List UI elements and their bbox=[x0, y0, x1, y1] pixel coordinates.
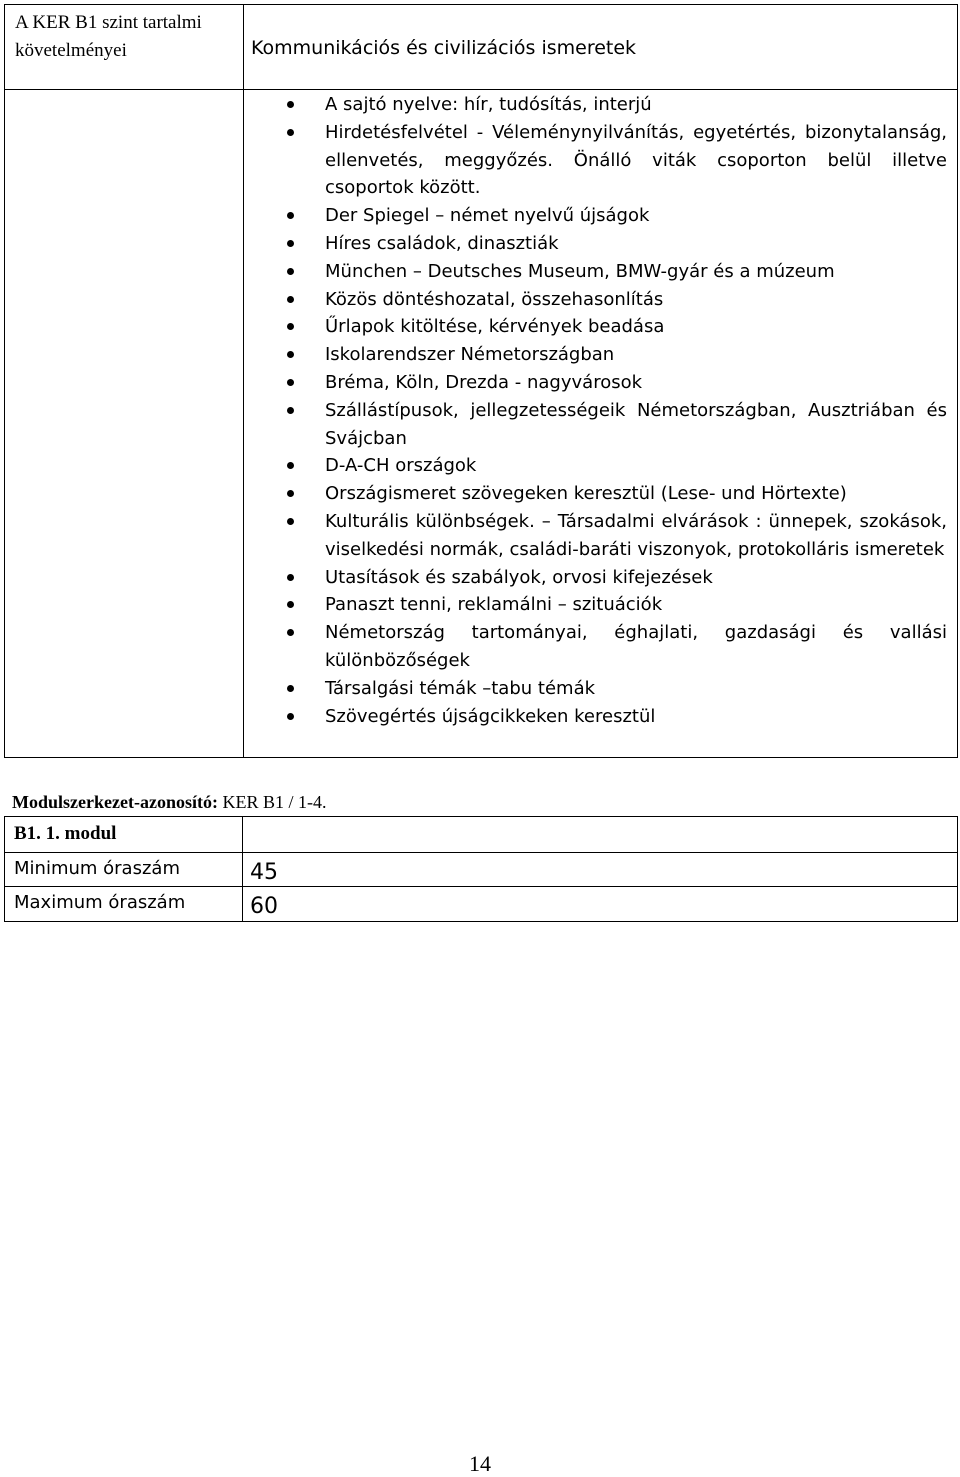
topic-item-text: Társalgási témák –tabu témák bbox=[325, 677, 596, 699]
bullet-icon bbox=[287, 574, 294, 581]
module-id-value: KER B1 / 1-4. bbox=[222, 792, 327, 812]
topic-item bbox=[287, 564, 947, 592]
bullet-icon bbox=[287, 212, 294, 219]
topic-item-text: Hirdetésfelvétel - Véleménynyilvánítás, egyetértés, bizonytalanság, ellenvetés, meggyőzés. Önálló viták csoporton belül illetve csoportok között. bbox=[325, 121, 947, 199]
bullet-icon bbox=[287, 713, 294, 720]
topic-item-text: Der Spiegel – német nyelvű újságok bbox=[325, 205, 650, 227]
module-hours-table bbox=[4, 816, 958, 922]
bullet-icon bbox=[287, 685, 294, 692]
topic-item bbox=[287, 258, 947, 286]
bullet-icon bbox=[287, 323, 294, 330]
table-row-divider bbox=[5, 89, 957, 90]
bullet-icon bbox=[287, 518, 294, 525]
topic-item-text: Utasítások és szabályok, orvosi kifejezések bbox=[325, 566, 713, 588]
max-hours-value: 60 bbox=[250, 894, 278, 919]
page-number: 14 bbox=[469, 1451, 491, 1476]
topic-item-text: Panaszt tenni, reklamálni – szituációk bbox=[325, 594, 663, 616]
topic-item-text: A sajtó nyelve: hír, tudósítás, interjú bbox=[325, 94, 652, 115]
topic-item bbox=[287, 202, 947, 230]
topic-item bbox=[287, 341, 947, 369]
topic-item-text: Németország tartományai, éghajlati, gazdasági és vallási különbözőségek bbox=[325, 622, 947, 671]
topic-item-text: Bréma, Köln, Drezda - nagyvárosok bbox=[325, 371, 643, 393]
bullet-icon bbox=[287, 101, 294, 108]
bullet-icon bbox=[287, 240, 294, 247]
topic-item bbox=[287, 119, 947, 202]
topic-item bbox=[287, 703, 947, 731]
topic-item bbox=[287, 230, 947, 258]
topic-item-text: Közös döntéshozatal, összehasonlítás bbox=[325, 288, 664, 310]
section-title: Kommunikációs és civilizációs ismeretek bbox=[251, 37, 637, 59]
topic-item bbox=[287, 91, 947, 119]
content-table bbox=[4, 4, 958, 758]
topic-item-text: Szállástípusok, jellegzetességeik Németországban, Ausztriában és Svájcban bbox=[325, 399, 947, 449]
requirements-header: A KER B1 szint tartalmi követelményei bbox=[15, 12, 202, 61]
topic-item bbox=[287, 286, 947, 314]
bullet-icon bbox=[287, 129, 294, 136]
bullet-icon bbox=[287, 462, 294, 469]
topic-item bbox=[287, 313, 947, 341]
topic-item bbox=[287, 591, 947, 619]
topic-item-text: Űrlapok kitöltése, kérvények beadása bbox=[325, 316, 665, 338]
topic-item-text: Országismeret szövegeken keresztül (Lese- und Hörtexte) bbox=[325, 483, 847, 505]
topic-item-text: Kulturális különbségek. – Társadalmi elvárások : ünnepek, szokások, viselkedési normák, családi-baráti viszonyok, protokolláris ismeretek bbox=[325, 510, 947, 560]
topic-item bbox=[287, 619, 947, 675]
topic-item-text: Iskolarendszer Németországban bbox=[325, 344, 615, 366]
bullet-icon bbox=[287, 268, 294, 275]
bullet-icon bbox=[287, 490, 294, 497]
bullet-icon bbox=[287, 296, 294, 303]
min-hours-value: 45 bbox=[250, 860, 278, 885]
topic-item-text: D-A-CH országok bbox=[325, 455, 477, 477]
topic-item bbox=[287, 369, 947, 397]
min-hours-label: Minimum óraszám bbox=[14, 858, 180, 879]
bullet-icon bbox=[287, 351, 294, 358]
topic-item-text: München – Deutsches Museum, BMW-gyár és a múzeum bbox=[325, 260, 835, 282]
topic-item-text: Híres családok, dinasztiák bbox=[325, 232, 559, 254]
topic-item bbox=[287, 397, 947, 453]
topic-item bbox=[287, 480, 947, 508]
module-name: B1. 1. modul bbox=[14, 823, 117, 844]
module-id-label: Modulszerkezet-azonosító: bbox=[12, 792, 218, 812]
bullet-icon bbox=[287, 601, 294, 608]
max-hours-label: Maximum óraszám bbox=[14, 892, 186, 913]
topic-item bbox=[287, 452, 947, 480]
bullet-icon bbox=[287, 379, 294, 386]
topic-item bbox=[287, 508, 947, 564]
table-column-divider bbox=[243, 5, 244, 757]
module-structure-id bbox=[12, 789, 326, 815]
topic-item bbox=[287, 675, 947, 703]
topic-list bbox=[287, 91, 947, 730]
topic-item-text: Szövegértés újságcikkeken keresztül bbox=[325, 705, 656, 727]
bullet-icon bbox=[287, 407, 294, 414]
bullet-icon bbox=[287, 629, 294, 636]
